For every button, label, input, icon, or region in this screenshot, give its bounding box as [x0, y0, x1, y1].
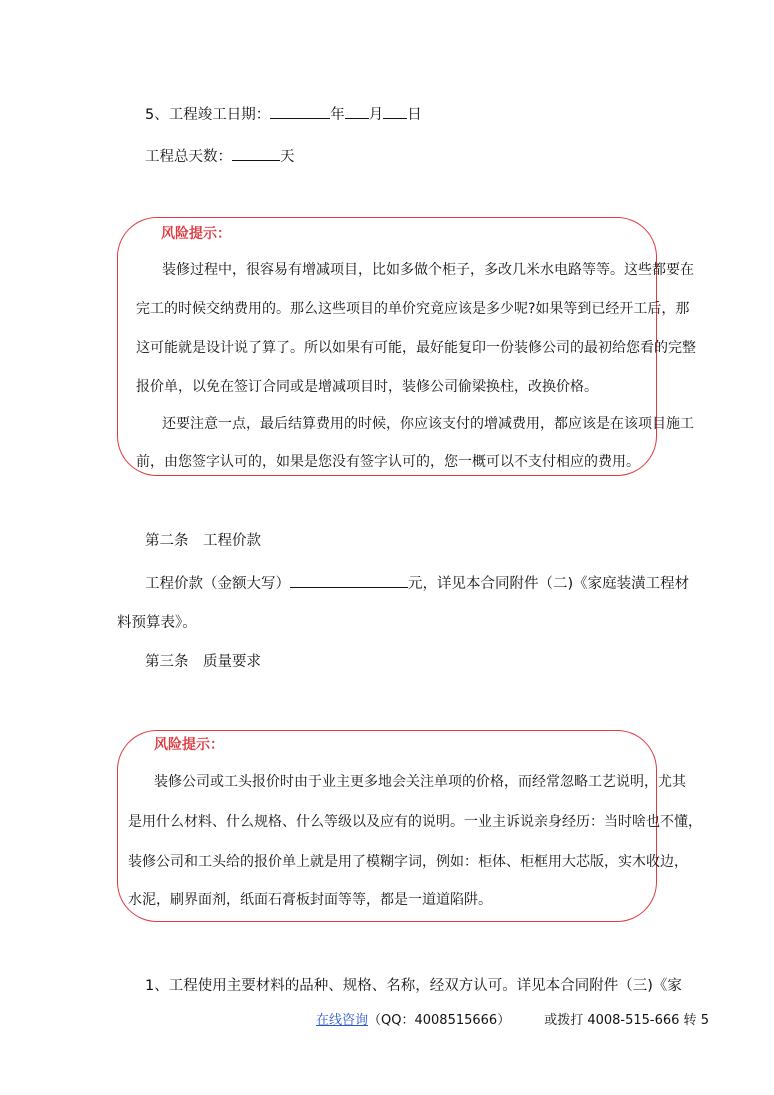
total-days-unit: 天 [280, 149, 295, 165]
completion-date-label: 5、工程竣工日期： [145, 107, 271, 123]
risk-title-1: 风险提示： [161, 226, 231, 242]
total-days-blank [232, 146, 280, 161]
risk1-line: 这可能就是设计说了算了。所以如果有可能，最好能复印一份装修公司的最初给您看的完整 [136, 340, 696, 356]
risk1-line: 报价单，以免在签订合同或是增减项目时，装修公司偷梁换柱，改换价格。 [136, 379, 598, 395]
risk2-line: 装修公司或工头报价时由于业主更多地会关注单项的价格，而经常忽略工艺说明，尤其 [154, 774, 686, 790]
price-label: 工程价款（金额大写） [145, 576, 290, 592]
price-blank [290, 573, 408, 588]
footer-qq: （QQ：4008515666） [368, 1013, 511, 1028]
total-days-label: 工程总天数： [145, 149, 232, 165]
price-line [145, 573, 689, 594]
risk1-line: 还要注意一点，最后结算费用的时候，你应该支付的增减费用，都应该是在该项目施工 [162, 416, 694, 432]
online-consult-link[interactable]: 在线咨询 [316, 1013, 369, 1028]
article2-heading: 第二条 工程价款 [145, 533, 261, 549]
year-label: 年 [330, 107, 345, 123]
month-blank [345, 104, 369, 119]
price-tail: 元，详见本合同附件（二)《家庭装潢工程材 [408, 576, 690, 592]
item-1: 1、工程使用主要材料的品种、规格、名称，经双方认可。详见本合同附件（三)《家 [145, 978, 682, 994]
risk1-line: 前，由您签字认可的，如果是您没有签字认可的，您一概可以不支付相应的费用。 [136, 454, 640, 470]
risk1-line: 装修过程中，很容易有增减项目，比如多做个柜子，多改几米水电路等等。这些都要在 [162, 262, 694, 278]
completion-date-line [145, 104, 422, 125]
month-label: 月 [368, 107, 384, 123]
risk1-line: 完工的时候交纳费用的。那么这些项目的单价究竟应该是多少呢?如果等到已经开工后，那 [136, 301, 690, 317]
footer-phone: 或拨打 4008-515-666 转 5 [544, 1013, 709, 1028]
risk2-line: 是用什么材料、什么规格、什么等级以及应有的说明。一业主诉说亲身经历：当时啥也不懂， [128, 814, 702, 830]
risk2-line: 水泥，刷界面剂，纸面石膏板封面等等，都是一道道陷阱。 [128, 892, 492, 908]
footer [316, 1012, 709, 1030]
article3-heading: 第三条 质量要求 [145, 654, 261, 670]
day-blank [383, 104, 407, 119]
day-label: 日 [407, 107, 422, 123]
year-blank [270, 104, 330, 119]
risk-title-2: 风险提示： [154, 737, 224, 753]
risk2-line: 装修公司和工头给的报价单上就是用了模糊字词，例如：柜体、柜框用大芯版，实木收边， [128, 854, 688, 870]
total-days-line [145, 146, 295, 167]
price-cont: 料预算表》。 [117, 615, 197, 631]
